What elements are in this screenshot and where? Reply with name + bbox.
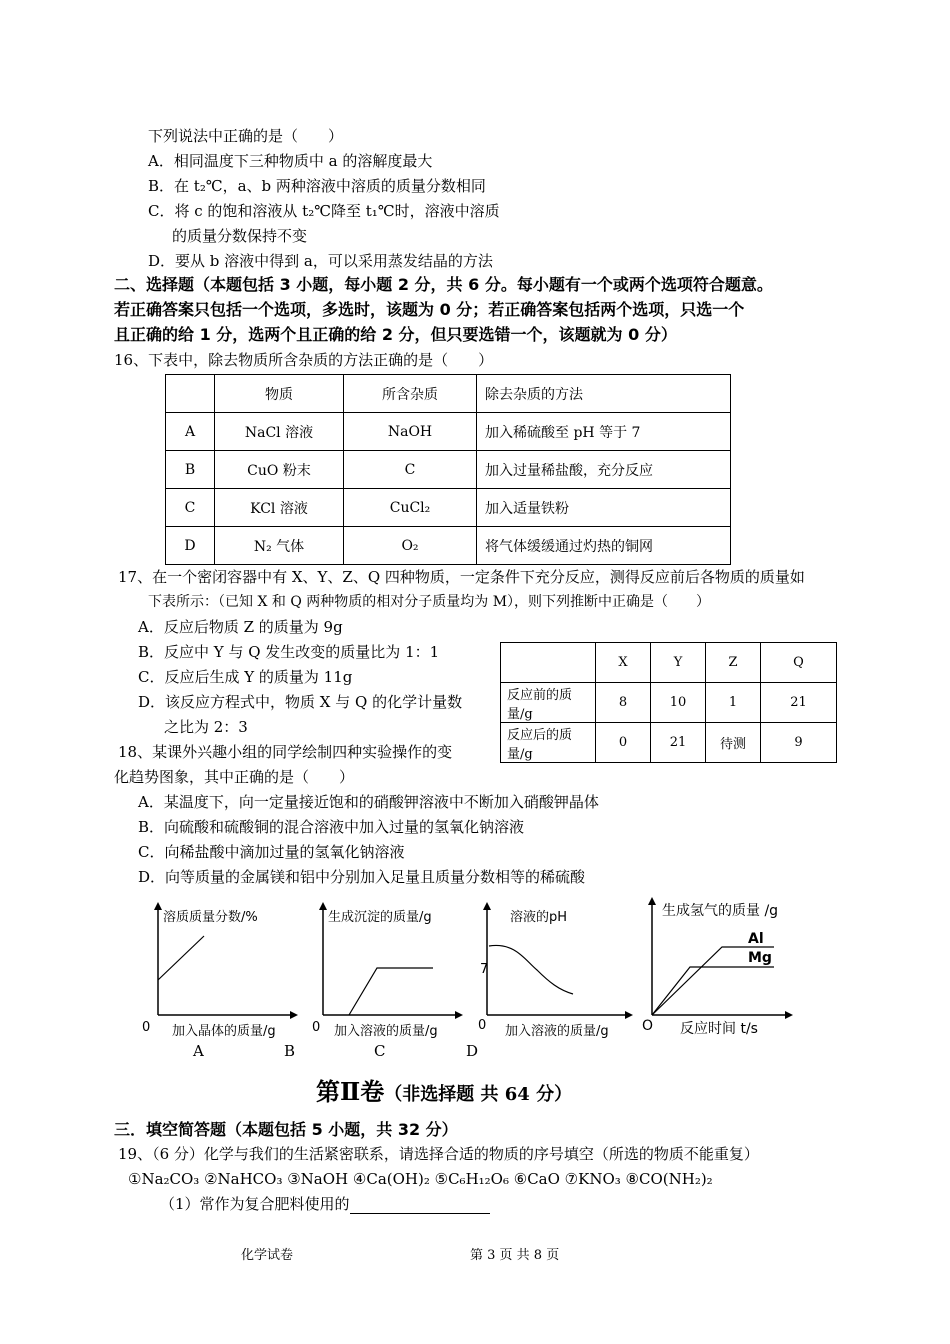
table-row xyxy=(166,413,731,451)
table-cell: N₂ 气体 xyxy=(215,527,344,565)
table-cell: 除去杂质的方法 xyxy=(477,375,731,413)
q18-stem-line2: 化趋势图象，其中正确的是（ ） xyxy=(114,768,355,786)
table-row xyxy=(501,683,837,723)
table-cell: 反应后的质量/g xyxy=(501,723,596,763)
table-cell: 10 xyxy=(651,683,706,723)
table-header-row xyxy=(166,375,731,413)
graph-c-xlabel: 加入溶液的质量/g xyxy=(505,1024,609,1039)
q18-option-a: A．某温度下，向一定量接近饱和的硝酸钾溶液中不断加入硝酸钾晶体 xyxy=(138,793,599,811)
graph-a-origin: 0 xyxy=(142,1020,151,1035)
table-cell: C xyxy=(344,451,477,489)
q17-option-a: A．反应后物质 Z 的质量为 9g xyxy=(138,618,343,636)
table-cell: 加入适量铁粉 xyxy=(477,489,731,527)
table-cell xyxy=(166,375,215,413)
footer-left: 化学试卷 xyxy=(241,1248,294,1263)
table-cell: 反应前的质量/g xyxy=(501,683,596,723)
table-row xyxy=(166,451,731,489)
table-cell: Z xyxy=(706,643,761,683)
graph-d-al-label: Al xyxy=(748,931,764,947)
q17-option-d: D．该反应方程式中，物质 X 与 Q 的化学计量数 xyxy=(138,693,463,711)
table-cell: B xyxy=(166,451,215,489)
table-cell: C xyxy=(166,489,215,527)
graph-letter-b: B xyxy=(284,1042,296,1060)
graph-d-ylabel: 生成氢气的质量 /g xyxy=(662,903,779,919)
table-cell: Q xyxy=(761,643,837,683)
q17-table xyxy=(500,642,837,763)
footer-page: 第 3 页 共 8 页 xyxy=(470,1248,560,1263)
table-header-row xyxy=(501,643,837,683)
part2-title: 第Ⅱ卷 xyxy=(316,1077,385,1106)
table-cell: 加入过量稀盐酸，充分反应 xyxy=(477,451,731,489)
q17-stem-line2: 下表所示：（已知 X 和 Q 两种物质的相对分子质量均为 M），则下列推断中正确是（ ） xyxy=(148,594,711,610)
q15-option-c: C．将 c 的饱和溶液从 t₂℃降至 t₁℃时，溶液中溶质 xyxy=(148,202,500,220)
section2-line2: 若正确答案只包括一个选项，多选时，该题为 0 分；若正确答案包括两个选项，只选一个 xyxy=(114,300,745,319)
graph-d-mg-label: Mg xyxy=(748,950,772,966)
q15-option-b: B．在 t₂℃，a、b 两种溶液中溶质的质量分数相同 xyxy=(148,177,486,195)
table-cell: CuO 粉末 xyxy=(215,451,344,489)
graph-b-xlabel: 加入溶液的质量/g xyxy=(334,1024,438,1039)
q18-option-c: C．向稀盐酸中滴加过量的氢氧化钠溶液 xyxy=(138,843,405,861)
graph-b-ylabel: 生成沉淀的质量/g xyxy=(328,910,432,925)
graph-b-origin: 0 xyxy=(312,1020,321,1035)
q16-table xyxy=(165,374,731,565)
q17-option-b: B．反应中 Y 与 Q 发生改变的质量比为 1：1 xyxy=(138,643,440,661)
q18-stem-line1: 18、某课外兴趣小组的同学绘制四种实验操作的变 xyxy=(118,743,453,761)
q18-option-d: D．向等质量的金属镁和铝中分别加入足量且质量分数相等的稀硫酸 xyxy=(138,868,586,886)
q15-option-a: A．相同温度下三种物质中 a 的溶解度最大 xyxy=(148,152,433,170)
table-cell: A xyxy=(166,413,215,451)
graph-c-tick-7: 7 xyxy=(480,962,489,977)
section2-line3: 且正确的给 1 分，选两个且正确的给 2 分，但只要选错一个，该题就为 0 分） xyxy=(114,325,677,344)
table-cell: 21 xyxy=(651,723,706,763)
graph-d-xlabel: 反应时间 t/s xyxy=(680,1021,758,1037)
part2-subtitle: （非选择题 共 64 分） xyxy=(384,1084,573,1105)
table-cell: 1 xyxy=(706,683,761,723)
table-cell: NaCl 溶液 xyxy=(215,413,344,451)
graph-c-origin: 0 xyxy=(478,1018,487,1033)
table-cell: 8 xyxy=(596,683,651,723)
table-cell: 所含杂质 xyxy=(344,375,477,413)
graph-c-ylabel: 溶液的pH xyxy=(510,910,568,925)
q18-option-b: B．向硫酸和硫酸铜的混合溶液中加入过量的氢氧化钠溶液 xyxy=(138,818,525,836)
graph-d-origin: O xyxy=(642,1018,654,1034)
part2-title-block xyxy=(316,1076,572,1111)
graph-letter-d: D xyxy=(466,1042,479,1060)
section3-heading: 三．填空简答题（本题包括 5 小题，共 32 分） xyxy=(114,1120,458,1139)
table-cell: 21 xyxy=(761,683,837,723)
q19-substances: ①Na₂CO₃ ②NaHCO₃ ③NaOH ④Ca(OH)₂ ⑤C₆H₁₂O₆ ⑥CaO ⑦KNO₃ ⑧CO(NH₂)₂ xyxy=(128,1170,713,1188)
q17-stem-line1: 17、在一个密闭容器中有 X、Y、Z、Q 四种物质，一定条件下充分反应，测得反应前后各物质的质量如 xyxy=(118,568,805,586)
table-row xyxy=(166,489,731,527)
table-cell: 0 xyxy=(596,723,651,763)
table-cell xyxy=(501,643,596,683)
q16-stem: 16、下表中，除去物质所含杂质的方法正确的是（ ） xyxy=(114,351,494,369)
table-cell: X xyxy=(596,643,651,683)
q15-option-c-cont: 的质量分数保持不变 xyxy=(172,227,308,245)
q15-option-d: D．要从 b 溶液中得到 a，可以采用蒸发结晶的方法 xyxy=(148,252,493,270)
table-cell: Y xyxy=(651,643,706,683)
table-row xyxy=(501,723,837,763)
table-cell: 待测 xyxy=(706,723,761,763)
q15-stem: 下列说法中正确的是（ ） xyxy=(148,127,344,145)
graph-letter-a: A xyxy=(193,1042,204,1060)
graph-a-xlabel: 加入晶体的质量/g xyxy=(172,1024,276,1039)
table-cell: 9 xyxy=(761,723,837,763)
table-cell: 加入稀硫酸至 pH 等于 7 xyxy=(477,413,731,451)
table-cell: KCl 溶液 xyxy=(215,489,344,527)
table-cell: CuCl₂ xyxy=(344,489,477,527)
table-cell: 将气体缓缓通过灼热的铜网 xyxy=(477,527,731,565)
graph-letter-c: C xyxy=(374,1042,386,1060)
graph-a-ylabel: 溶质质量分数/% xyxy=(163,910,258,925)
q17-option-c: C．反应后生成 Y 的质量为 11g xyxy=(138,668,353,686)
answer-blank[interactable] xyxy=(350,1197,490,1214)
q19-stem: 19、（6 分）化学与我们的生活紧密联系，请选择合适的物质的序号填空（所选的物质不能重复） xyxy=(118,1145,759,1163)
table-cell: NaOH xyxy=(344,413,477,451)
table-cell: D xyxy=(166,527,215,565)
q19-sub1-label: （1）常作为复合肥料使用的 xyxy=(160,1195,350,1213)
table-cell: O₂ xyxy=(344,527,477,565)
q17-option-d-cont: 之比为 2：3 xyxy=(164,718,248,736)
q19-sub1 xyxy=(160,1194,490,1214)
table-cell: 物质 xyxy=(215,375,344,413)
section2-line1: 二、选择题（本题包括 3 小题，每小题 2 分，共 6 分。每小题有一个或两个选项符合题意。 xyxy=(114,275,773,294)
table-row xyxy=(166,527,731,565)
